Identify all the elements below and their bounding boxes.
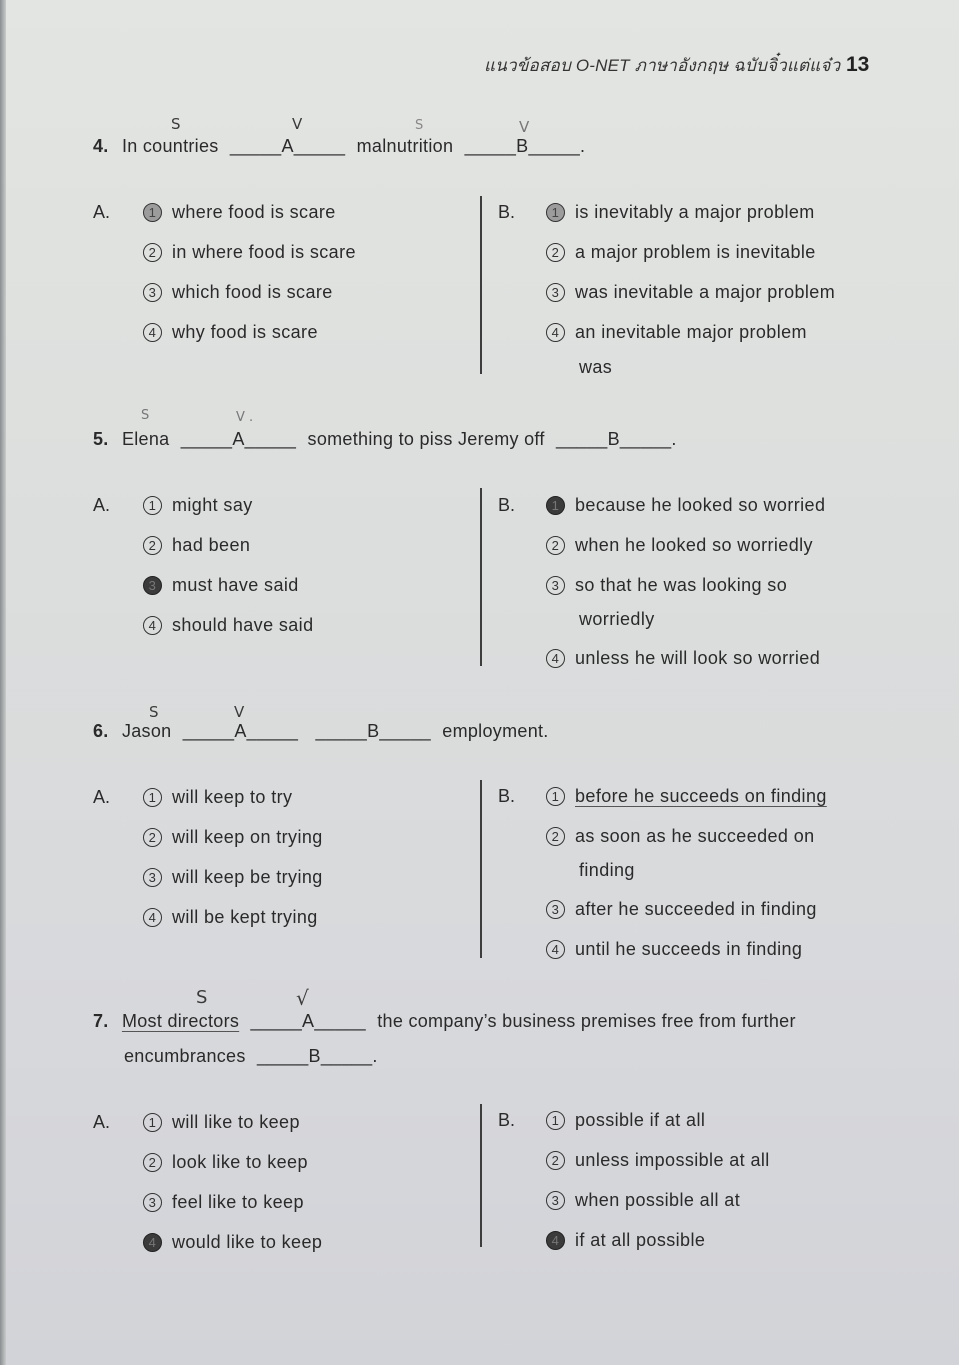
option-text: a major problem is inevitable [575, 242, 816, 262]
blank-b: _____B_____. [464, 136, 586, 156]
stem-text: encumbrances [124, 1046, 246, 1066]
choice-circle-icon: 3 [143, 1193, 162, 1212]
option-text: is inevitably a major problem [575, 202, 815, 222]
option-group-a-label: A. [93, 787, 111, 807]
stem-text: employment. [442, 721, 549, 741]
stem-text: Elena [121, 429, 170, 449]
q6-option-b4[interactable] [546, 939, 802, 960]
choice-circle-icon: 4 [546, 649, 565, 668]
column-divider [480, 1104, 482, 1247]
blank-a: _____A_____ [182, 721, 299, 741]
choice-circle-icon: 1 [143, 496, 162, 515]
question-5-stem [93, 429, 683, 450]
choice-circle-icon: 1 [546, 203, 565, 222]
page-binding-edge [0, 0, 6, 1365]
choice-circle-icon: 3 [546, 900, 565, 919]
stem-text: In countries [121, 136, 219, 156]
handwritten-annotation: S [196, 987, 208, 1008]
option-text: will keep to try [172, 787, 293, 807]
option-group-a-label: A. [93, 495, 111, 515]
book-title: แนวข้อสอบ O-NET ภาษาอังกฤษ ฉบับจิ๋วแต่แจ๋ว [484, 55, 841, 75]
choice-circle-icon: 4 [143, 616, 162, 635]
option-text: possible if at all [575, 1110, 706, 1130]
question-number: 5. [93, 429, 109, 449]
choice-circle-icon: 2 [546, 1151, 565, 1170]
option-text: unless impossible at all [575, 1150, 770, 1170]
choice-circle-icon: 2 [546, 827, 565, 846]
column-divider [480, 196, 482, 374]
q4-option-a2[interactable] [143, 242, 356, 263]
q4-option-b1[interactable] [546, 202, 815, 223]
handwritten-annotation: V [234, 703, 245, 721]
option-text: will be kept trying [172, 907, 318, 927]
option-group-b-label: B. [498, 202, 516, 222]
option-text: would like to keep [172, 1232, 323, 1252]
choice-circle-icon: 4 [143, 323, 162, 342]
handwritten-annotation: S [171, 115, 181, 133]
question-number: 4. [93, 136, 109, 156]
choice-circle-icon: 2 [143, 243, 162, 262]
option-text-continuation: was [579, 357, 613, 377]
option-text: will keep on trying [172, 827, 323, 847]
handwritten-annotation: √ [296, 986, 309, 1010]
option-text: when he looked so worriedly [575, 535, 813, 555]
choice-circle-icon: 3 [546, 283, 565, 302]
stem-text: malnutrition [356, 136, 454, 156]
choice-circle-icon: 2 [143, 536, 162, 555]
option-text: will like to keep [172, 1112, 300, 1132]
option-group-a-label: A. [93, 202, 111, 222]
question-7-stem [93, 1011, 796, 1032]
choice-circle-icon: 1 [546, 1111, 565, 1130]
option-group-b-label: B. [498, 786, 516, 806]
q6-option-a3[interactable] [143, 867, 323, 888]
choice-circle-icon: 3 [143, 868, 162, 887]
q6-option-b1[interactable] [546, 786, 827, 807]
choice-circle-filled-icon: 4 [546, 1231, 565, 1250]
q7-option-a2[interactable] [143, 1152, 308, 1173]
q4-option-b3[interactable] [546, 282, 835, 303]
choice-circle-icon: 2 [143, 1153, 162, 1172]
choice-circle-icon: 1 [143, 788, 162, 807]
option-text: because he looked so worried [575, 495, 826, 515]
option-text-continuation: finding [579, 860, 635, 880]
handwritten-annotation: V [519, 118, 530, 136]
choice-circle-filled-icon: 1 [546, 496, 565, 515]
option-text: unless he will look so worried [575, 648, 821, 668]
question-7-stem-line-2 [124, 1046, 384, 1067]
question-number: 7. [93, 1011, 109, 1031]
q7-option-b4[interactable] [546, 1230, 705, 1251]
blank-a: _____A_____ [229, 136, 346, 156]
option-text: will keep be trying [172, 867, 323, 887]
option-text: so that he was looking so [575, 575, 788, 595]
q5-option-a2[interactable] [143, 535, 250, 556]
q5-option-b1[interactable] [546, 495, 825, 516]
q6-option-a1[interactable] [143, 787, 292, 808]
option-text: must have said [172, 575, 299, 595]
q7-option-a1[interactable] [143, 1112, 300, 1133]
q4-option-b4[interactable] [546, 322, 807, 343]
question-6-stem [93, 721, 549, 742]
option-text: had been [172, 535, 251, 555]
stem-text: Most directors [121, 1011, 240, 1031]
question-4-stem [93, 136, 591, 157]
q6-option-b3[interactable] [546, 899, 817, 920]
q6-option-a2[interactable] [143, 827, 323, 848]
option-group-a-label: A. [93, 1112, 111, 1132]
stem-text: something to piss Jeremy off [307, 429, 545, 449]
q7-option-a3[interactable] [143, 1192, 304, 1213]
handwritten-annotation: V . [236, 410, 254, 425]
q7-option-b2[interactable] [546, 1150, 770, 1171]
choice-circle-icon: 1 [143, 203, 162, 222]
option-text: as soon as he succeeded on [575, 826, 815, 846]
q6-option-a4[interactable] [143, 907, 318, 928]
stem-text: the company’s business premises free from further [377, 1011, 796, 1031]
choice-circle-filled-icon: 3 [143, 576, 162, 595]
option-text: was inevitable a major problem [575, 282, 836, 302]
option-text-continuation: worriedly [579, 609, 655, 629]
q7-option-b3[interactable] [546, 1190, 740, 1211]
column-divider [480, 488, 482, 666]
choice-circle-icon: 3 [546, 576, 565, 595]
handwritten-annotation: S [415, 118, 424, 133]
choice-circle-icon: 3 [546, 1191, 565, 1210]
q5-option-a1[interactable] [143, 495, 253, 516]
option-text: which food is scare [172, 282, 333, 302]
choice-circle-icon: 4 [143, 908, 162, 927]
q4-option-a3[interactable] [143, 282, 333, 303]
blank-a: _____A_____ [250, 1011, 366, 1031]
choice-circle-icon: 2 [143, 828, 162, 847]
blank-b: _____B_____. [256, 1046, 378, 1066]
option-text: might say [172, 495, 253, 515]
q7-option-b1[interactable] [546, 1110, 705, 1131]
q6-option-b2[interactable] [546, 826, 815, 847]
q7-option-a4[interactable] [143, 1232, 322, 1253]
option-text: in where food is scare [172, 242, 356, 262]
q5-option-b2[interactable] [546, 535, 813, 556]
choice-circle-icon: 4 [546, 323, 565, 342]
option-text: where food is scare [172, 202, 336, 222]
option-text: before he succeeds on finding [575, 786, 827, 806]
blank-b: _____B_____ [315, 721, 431, 741]
blank-b: _____B_____. [556, 429, 677, 449]
handwritten-annotation: S [141, 408, 150, 423]
option-group-b-label: B. [498, 495, 516, 515]
choice-circle-icon: 1 [546, 787, 565, 806]
choice-circle-icon: 1 [143, 1113, 162, 1132]
blank-a: _____A_____ [180, 429, 297, 449]
page-number: 13 [846, 53, 870, 76]
handwritten-annotation: V [292, 115, 303, 133]
option-text: after he succeeded in finding [575, 899, 817, 919]
column-divider [480, 780, 482, 958]
q5-option-b4[interactable] [546, 648, 820, 669]
handwritten-annotation: S [149, 703, 159, 721]
q4-option-a4[interactable] [143, 322, 318, 343]
option-text: should have said [172, 615, 314, 635]
choice-circle-icon: 2 [546, 536, 565, 555]
q4-option-a1[interactable] [143, 202, 336, 223]
q5-option-a3[interactable] [143, 575, 299, 596]
option-text: look like to keep [172, 1152, 308, 1172]
q4-option-b2[interactable] [546, 242, 816, 263]
option-text: when possible all at [575, 1190, 741, 1210]
choice-circle-filled-icon: 4 [143, 1233, 162, 1252]
stem-text: Jason [121, 721, 172, 741]
option-text: until he succeeds in finding [575, 939, 803, 959]
q5-option-b3[interactable] [546, 575, 787, 596]
page-header [484, 50, 884, 80]
option-text: if at all possible [575, 1230, 706, 1250]
option-text: why food is scare [172, 322, 318, 342]
option-text: an inevitable major problem [575, 322, 807, 342]
option-text: feel like to keep [172, 1192, 304, 1212]
question-number: 6. [93, 721, 109, 741]
choice-circle-icon: 2 [546, 243, 565, 262]
option-group-b-label: B. [498, 1110, 516, 1130]
q5-option-a4[interactable] [143, 615, 314, 636]
choice-circle-icon: 4 [546, 940, 565, 959]
choice-circle-icon: 3 [143, 283, 162, 302]
